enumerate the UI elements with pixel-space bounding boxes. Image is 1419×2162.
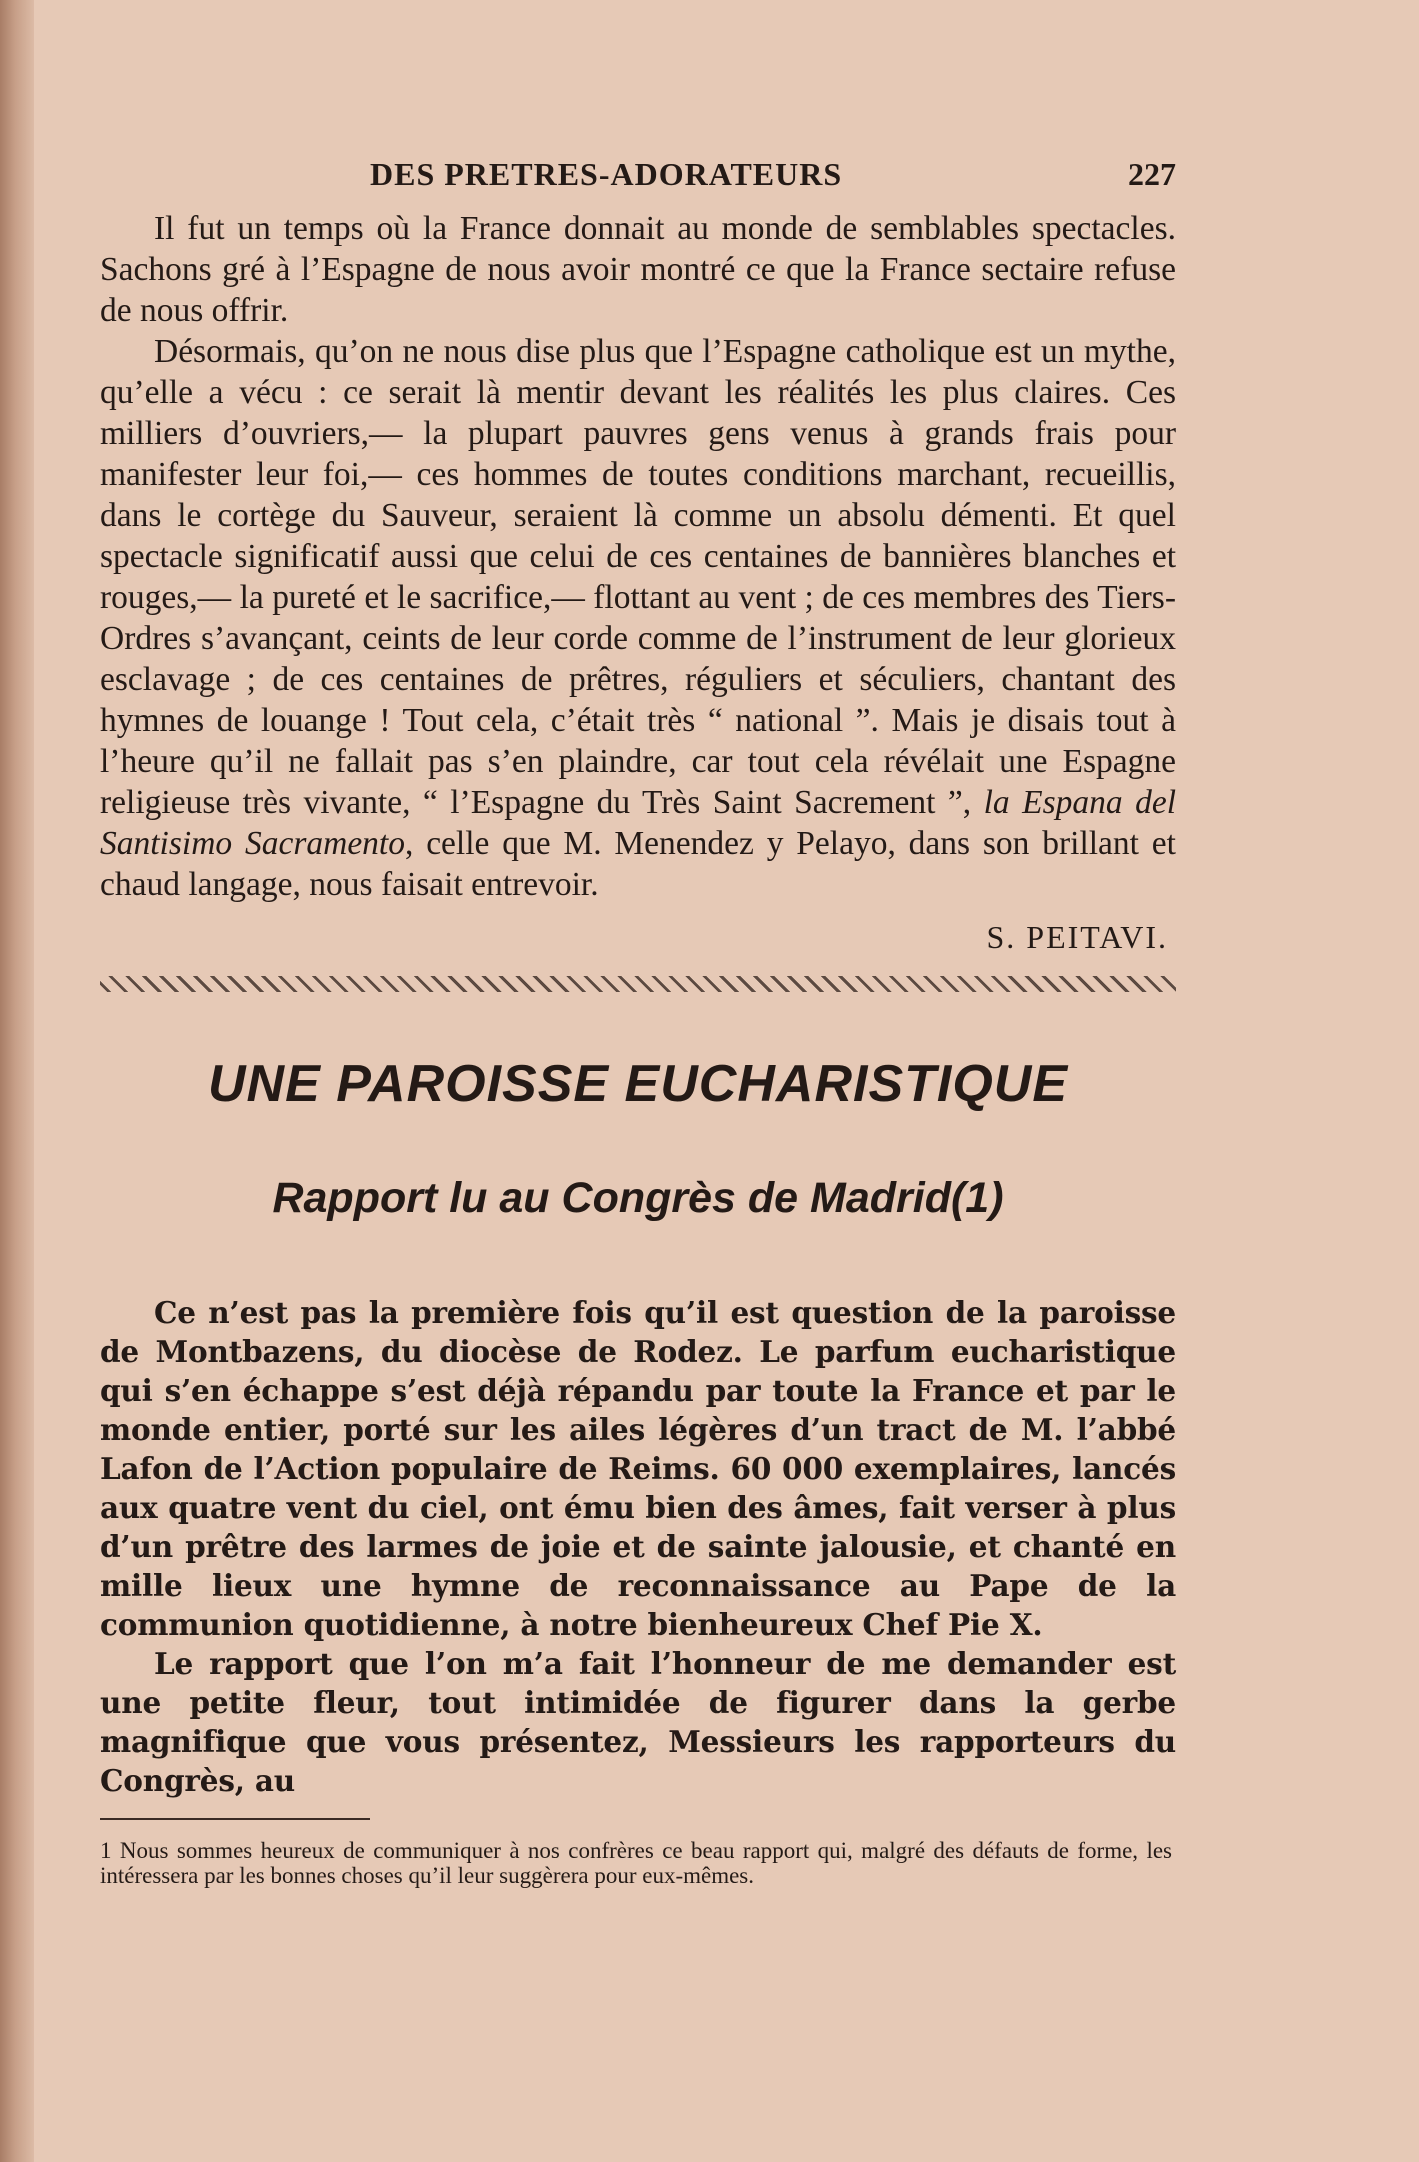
page bbox=[100, 148, 1176, 1888]
paragraph bbox=[100, 331, 1176, 905]
author-signature: S. PEITAVI. bbox=[986, 919, 1168, 955]
book-binding-shadow bbox=[0, 0, 34, 2162]
running-head bbox=[100, 148, 1176, 208]
article-subtitle: Rapport lu au Congrès de Madrid(1) bbox=[272, 1174, 1004, 1222]
ornamental-divider bbox=[100, 976, 1176, 992]
article-two-body bbox=[100, 1293, 1176, 1800]
italic-phrase: la Espana del Santisimo Sacramento bbox=[100, 784, 1177, 862]
paragraph: Ce n’est pas la première fois qu’il est question de la paroisse de Montbazens, du diocèse de Rodez. Le parfum eucharistique qui s’en échappe s’est déjà répandu par toute la France et par le monde entier, porté sur les ailes légères d’un tract de M. l’abbé Lafon de l’Action populaire de Reims. 60 000 exemplaires, lancés aux quatre vent du ciel, ont ému bien des âmes, fait verser à plus d’un prêtre des larmes de joie et de sainte jalousie, et chanté en mille lieux une hymne de reconnaissance au Pape de la communion quotidienne, à notre bienheureux Chef Pie X. bbox=[100, 1295, 1176, 1642]
footnote: 1 Nous sommes heureux de communiquer à nos confrères ce beau rapport qui, malgré des défauts de forme, les intéressera par les bonnes choses qu’il leur suggèrera pour eux-mêmes. bbox=[100, 1838, 1172, 1888]
page-number: 227 bbox=[1128, 156, 1176, 192]
paragraph: Le rapport que l’on m’a fait l’honneur de me demander est une petite fleur, tout intimidée de figurer dans la gerbe magnifique que vous présentez, Messieurs les rapporteurs du Congrès, au bbox=[100, 1646, 1176, 1798]
article-one-body bbox=[100, 208, 1176, 905]
paragraph: Il fut un temps où la France donnait au monde de semblables spectacles. Sachons gré à l’Espagne de nous avoir montré ce que la France sectaire refuse de nous offrir. bbox=[100, 210, 1176, 329]
running-title: DES PRETRES-ADORATEURS bbox=[370, 156, 843, 192]
footnote-rule bbox=[100, 1818, 370, 1820]
paragraph-text: Désormais, qu’on ne nous dise plus que l’Espagne catholique est un mythe, qu’elle a vécu : ce serait là mentir devant les réalités les plus claires. Ces milliers d’ouvriers,— la plupart pauvres gens venus à grands frais pour manifester leur foi,— ces hommes de toutes conditions marchant, recueillis, dans le cortège du Sauveur, seraient là comme un absolu démenti. Et quel spectacle significatif aussi que celui de ces centaines de bannières blanches et rouges,— la pureté et le sacrifice,— flottant au vent ; de ces membres des Tiers-Ordres s’avançant, ceints de leur corde comme de l’instrument de leur glorieux esclavage ; de ces centaines de prêtres, réguliers et séculiers, chantant des hymnes de louange ! Tout cela, c’était très “ national ”. Mais je disais tout à l’heure qu’il ne fallait pas s’en plaindre, car tout cela révélait une Espagne religieuse très vivante, “ l’Espagne du Très Saint Sacrement ”, bbox=[100, 333, 1176, 821]
article-title: UNE PAROISSE EUCHARISTIQUE bbox=[207, 1055, 1069, 1113]
paragraph-end: , celle que M. Menendez y Pelayo, dans son brillant et chaud langage, nous faisait entrevoir. bbox=[100, 825, 1176, 903]
